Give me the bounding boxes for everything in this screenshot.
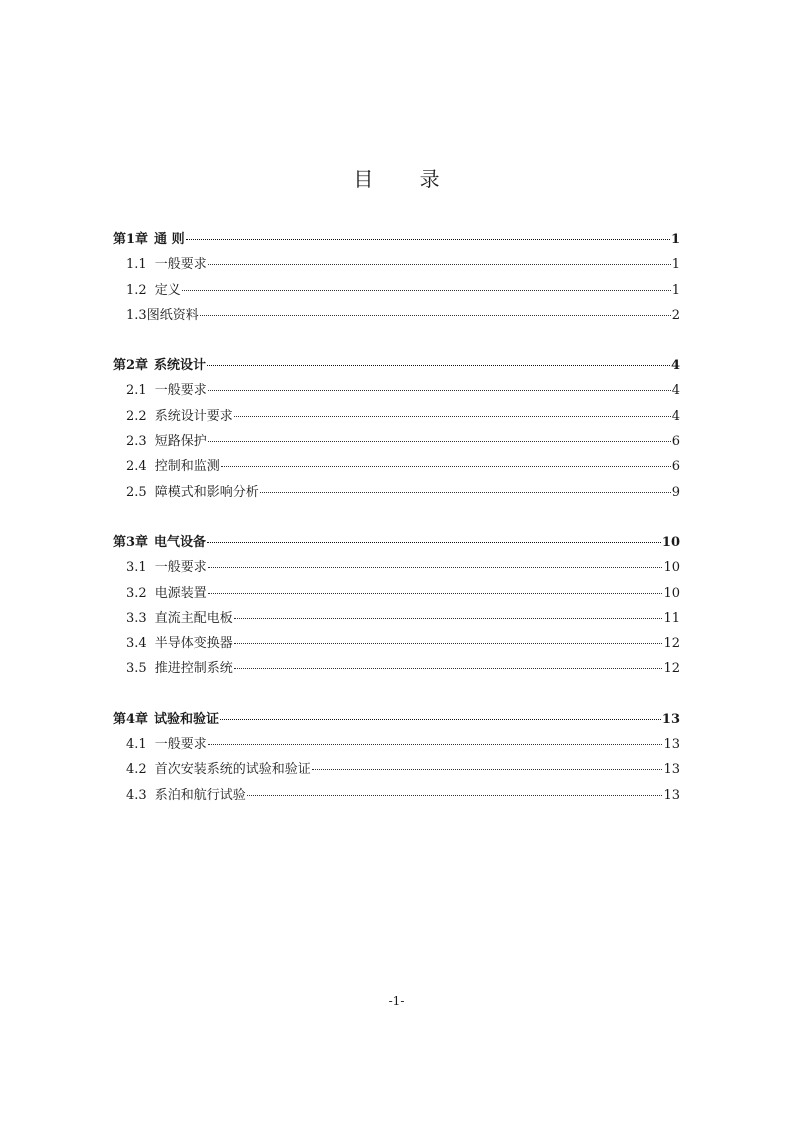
toc-entry-chapter[interactable] [113, 531, 680, 556]
entry-number: 第1章 [113, 232, 149, 247]
toc-entry-section[interactable] [113, 430, 680, 455]
toc-entry-section[interactable] [113, 758, 680, 783]
entry-page-number: 13 [663, 762, 680, 778]
toc-chapter-2 [113, 354, 680, 506]
toc-entry-section[interactable] [113, 657, 680, 682]
table-of-contents [113, 228, 680, 834]
entry-page-number: 4 [671, 408, 680, 424]
entry-number: 第2章 [113, 358, 149, 374]
entry-page-number: 4 [671, 383, 680, 399]
toc-entry-section[interactable] [113, 455, 680, 480]
entry-title: 障模式和影响分析 [154, 484, 259, 500]
entry-title: 电源装置 [154, 585, 207, 601]
dot-leader [208, 567, 663, 568]
entry-page-number: 2 [671, 307, 680, 323]
entry-number: 3.1 [126, 560, 147, 576]
entry-number: 2.2 [126, 408, 147, 424]
entry-number: 4.1 [126, 737, 147, 753]
entry-number: 第3章 [113, 534, 149, 550]
dot-leader [208, 390, 671, 391]
entry-number: 4.2 [126, 762, 147, 778]
dot-leader [221, 466, 671, 467]
entry-page-number: 4 [670, 358, 680, 374]
entry-page-number: 13 [661, 711, 680, 727]
dot-leader [186, 239, 670, 240]
entry-page-number: 1 [670, 232, 680, 247]
entry-title: 首次安装系统的试验和验证 [154, 762, 311, 778]
dot-leader [234, 618, 663, 619]
toc-chapter-1 [113, 228, 680, 329]
entry-title: 电气设备 [154, 534, 207, 550]
toc-entry-section[interactable] [113, 607, 680, 632]
toc-chapter-4 [113, 708, 680, 809]
dot-leader [208, 264, 671, 265]
toc-entry-chapter[interactable] [113, 708, 680, 733]
dot-leader [208, 744, 663, 745]
entry-title: 推进控制系统 [154, 661, 233, 677]
entry-page-number: 1 [671, 282, 680, 298]
toc-entry-section[interactable] [113, 304, 680, 329]
page-number-footer: -1- [388, 994, 405, 1008]
entry-title: 定义 [154, 282, 181, 298]
entry-title: 短路保护 [154, 434, 207, 450]
entry-title: 通 则 [154, 232, 185, 247]
entry-number: 3.3 [126, 610, 147, 626]
entry-number: 1.3 [126, 307, 147, 323]
entry-title: 图纸资料 [146, 307, 199, 323]
entry-title: 一般要求 [154, 560, 207, 576]
toc-chapter-3 [113, 531, 680, 683]
entry-number: 3.2 [126, 585, 147, 601]
entry-page-number: 6 [671, 434, 680, 450]
dot-leader [200, 315, 671, 316]
entry-title: 系统设计要求 [154, 408, 233, 424]
entry-number: 3.4 [126, 636, 147, 652]
entry-title: 控制和监测 [154, 459, 220, 475]
toc-entry-section[interactable] [113, 556, 680, 581]
toc-entry-section[interactable] [113, 632, 680, 657]
entry-page-number: 10 [663, 585, 680, 601]
entry-number: 第4章 [113, 711, 149, 727]
page-title: 目 录 [353, 167, 460, 191]
entry-title: 试验和验证 [154, 711, 220, 727]
entry-title: 系统设计 [154, 358, 207, 374]
entry-number: 1.1 [126, 257, 147, 273]
dot-leader [207, 365, 670, 366]
toc-entry-chapter[interactable] [113, 354, 680, 379]
entry-number: 2.5 [126, 484, 147, 500]
toc-entry-section[interactable] [113, 279, 680, 304]
entry-page-number: 12 [663, 661, 680, 677]
dot-leader [234, 668, 663, 669]
entry-page-number: 1 [671, 257, 680, 273]
entry-number: 2.4 [126, 459, 147, 475]
entry-title: 半导体变换器 [154, 636, 233, 652]
entry-title: 一般要求 [154, 737, 207, 753]
entry-page-number: 10 [663, 560, 680, 576]
dot-leader [220, 719, 661, 720]
toc-entry-section[interactable] [113, 582, 680, 607]
entry-page-number: 13 [663, 737, 680, 753]
entry-number: 2.3 [126, 434, 147, 450]
toc-entry-section[interactable] [113, 253, 680, 278]
entry-title: 直流主配电板 [154, 610, 233, 626]
dot-leader [234, 416, 671, 417]
entry-title: 一般要求 [154, 383, 207, 399]
toc-entry-section[interactable] [113, 784, 680, 809]
entry-page-number: 12 [663, 636, 680, 652]
entry-page-number: 9 [671, 484, 680, 500]
entry-page-number: 13 [663, 787, 680, 803]
dot-leader [208, 441, 671, 442]
dot-leader [312, 769, 663, 770]
toc-entry-chapter[interactable] [113, 228, 680, 253]
toc-entry-section[interactable] [113, 481, 680, 506]
entry-title: 一般要求 [154, 257, 207, 273]
entry-number: 2.1 [126, 383, 147, 399]
entry-number: 4.3 [126, 787, 147, 803]
entry-title: 系泊和航行试验 [154, 787, 246, 803]
dot-leader [207, 542, 661, 543]
toc-entry-section[interactable] [113, 379, 680, 404]
toc-entry-section[interactable] [113, 405, 680, 430]
entry-page-number: 10 [661, 534, 680, 550]
entry-number: 3.5 [126, 661, 147, 677]
dot-leader [234, 643, 663, 644]
toc-entry-section[interactable] [113, 733, 680, 758]
entry-number: 1.2 [126, 282, 147, 298]
dot-leader [260, 492, 671, 493]
dot-leader [208, 593, 663, 594]
entry-page-number: 11 [663, 610, 680, 626]
dot-leader [247, 795, 663, 796]
entry-page-number: 6 [671, 459, 680, 475]
dot-leader [182, 290, 671, 291]
